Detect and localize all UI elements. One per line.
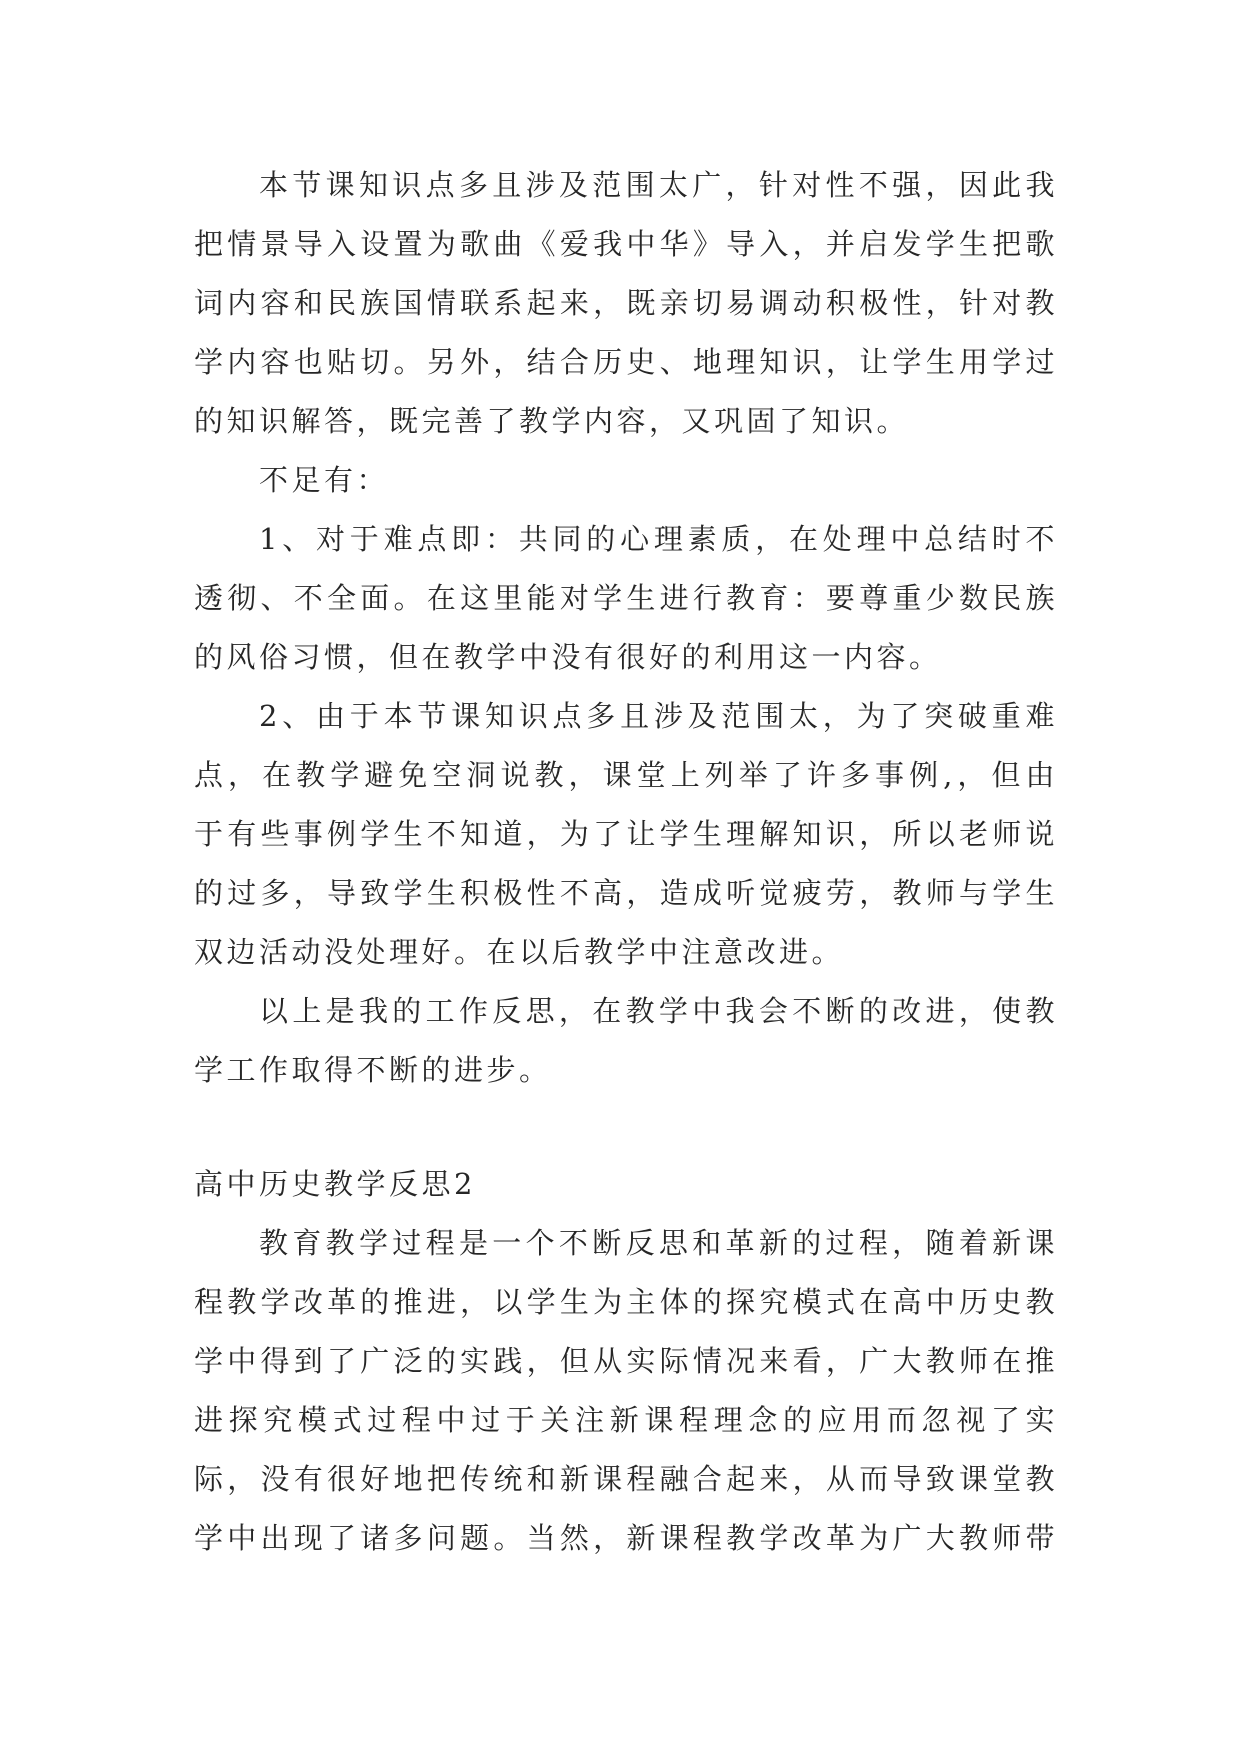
text-line: 的过多，导致学生积极性不高，造成听觉疲劳，教师与学生: [194, 876, 1058, 910]
paragraph: [194, 451, 1058, 510]
text-line: 透彻、不全面。在这里能对学生进行教育：要尊重少数民族: [194, 581, 1058, 615]
paragraph: [194, 156, 1058, 451]
text-line: 本节课知识点多且涉及范围太广，针对性不强，因此我: [259, 168, 1058, 202]
text-line: 词内容和民族国情联系起来，既亲切易调动积极性，针对教: [194, 286, 1058, 320]
paragraph: [194, 982, 1058, 1100]
text-line: 学内容也贴切。另外，结合历史、地理知识，让学生用学过: [194, 345, 1058, 379]
text-line: 于有些事例学生不知道，为了让学生理解知识，所以老师说: [194, 817, 1058, 851]
text-line: 的风俗习惯，但在教学中没有很好的利用这一内容。: [194, 640, 942, 674]
section-1: [194, 156, 1058, 1100]
section-2: [194, 1155, 1058, 1568]
section-heading: 高中历史教学反思2: [194, 1167, 476, 1201]
text-line: 的知识解答，既完善了教学内容，又巩固了知识。: [194, 404, 910, 438]
text-line: 际，没有很好地把传统和新课程融合起来，从而导致课堂教: [194, 1462, 1058, 1496]
text-line: 学中出现了诸多问题。当然，新课程教学改革为广大教师带: [194, 1521, 1058, 1555]
text-line: 以上是我的工作反思，在教学中我会不断的改进，使教: [259, 994, 1058, 1028]
text-line: 双边活动没处理好。在以后教学中注意改进。: [194, 935, 845, 969]
text-line: 点，在教学避免空洞说教，课堂上列举了许多事例,，但由: [194, 758, 1058, 792]
text-line: 进探究模式过程中过于关注新课程理念的应用而忽视了实: [194, 1403, 1058, 1437]
text-line: 1、对于难点即：共同的心理素质，在处理中总结时不: [259, 522, 1058, 556]
text-line: 2、由于本节课知识点多且涉及范围太，为了突破重难: [259, 699, 1058, 733]
paragraph: [194, 1214, 1058, 1568]
text-line: 学中得到了广泛的实践，但从实际情况来看，广大教师在推: [194, 1344, 1058, 1378]
paragraph: [194, 687, 1058, 982]
text-line: 程教学改革的推进，以学生为主体的探究模式在高中历史教: [194, 1285, 1058, 1319]
text-line: 学工作取得不断的进步。: [194, 1053, 552, 1087]
text-line: 教育教学过程是一个不断反思和革新的过程，随着新课: [259, 1226, 1058, 1260]
paragraph: [194, 510, 1058, 687]
document-body: [194, 156, 1058, 1568]
text-line: 不足有：: [259, 463, 390, 497]
text-line: 把情景导入设置为歌曲《爱我中华》导入，并启发学生把歌: [194, 227, 1058, 261]
